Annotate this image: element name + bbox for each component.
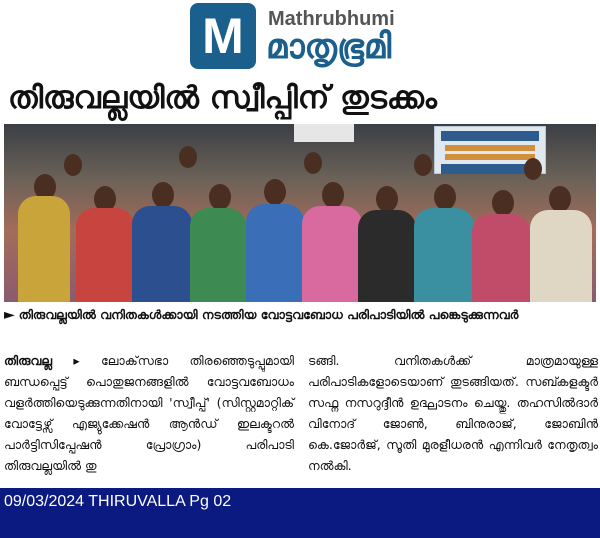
article-body	[4, 350, 596, 480]
news-photo	[4, 124, 596, 302]
footer-date-page: 09/03/2024 THIRUVALLA Pg 02	[4, 493, 232, 510]
caption-text: തിരുവല്ലയിൽ വനിതകൾക്കായി നടത്തിയ വോട്ടവബോധ പരിപാടിയിൽ പങ്കെടുക്കുന്നവർ	[18, 307, 519, 322]
headline: തിരുവല്ലയിൽ സ്വീപ്പിന് തുടക്കം	[8, 80, 437, 116]
photo-caption	[4, 305, 594, 325]
article-column-2	[308, 350, 598, 476]
brand-name-english: Mathrubhumi	[268, 8, 395, 30]
article-column-2-text: ടങ്ങി. വനിതകൾക്ക് മാത്രമായുള്ള പരിപാടികളോടെയാണ് തുടങ്ങിയത്. സബ്കളക്ടർ സഫ്ന നസറുദ്ദീൻ ഉദ്ഘാടനം ചെയ്തു. തഹസിൽദാർ വിനോദ് ജോൺ, ബിനുരാജ്, ജോബിൻ കെ.ജോർജ്, സൂതി മുരളീധരൻ എന്നിവർ നേതൃത്വം നൽകി.	[308, 353, 598, 473]
article-dateline: തിരുവല്ല	[4, 353, 53, 368]
masthead	[0, 0, 600, 76]
photo-background-banner	[294, 124, 354, 142]
mathrubhumi-logo	[190, 3, 256, 69]
brand-name-malayalam: മാതൃഭൂമി	[266, 27, 392, 67]
footer-bar	[0, 488, 600, 538]
play-triangle-icon: ►	[4, 307, 15, 323]
article-column-1	[4, 350, 294, 476]
dateline-arrow-icon: ▸	[73, 353, 80, 368]
article-column-1-text: ലോക്‌സഭാ തിരഞ്ഞെടുപ്പുമായി ബന്ധപ്പെട്ട് പൊതുജനങ്ങളിൽ വോട്ടവബോധം വളർത്തിയെടുക്കുന്നതിനായി 'സ്വീപ്പ്' (സിസ്റ്റമാറ്റിക് വോട്ടേഴ്സ് എജ്യുക്കേഷൻ ആൻഡ് ഇലക്ടറൽ പാർട്ടിസിപ്പേഷൻ പ്രോഗ്രാം) പരിപാടി തിരുവല്ലയിൽ തു	[4, 353, 294, 473]
logo-letter: M	[202, 8, 244, 64]
